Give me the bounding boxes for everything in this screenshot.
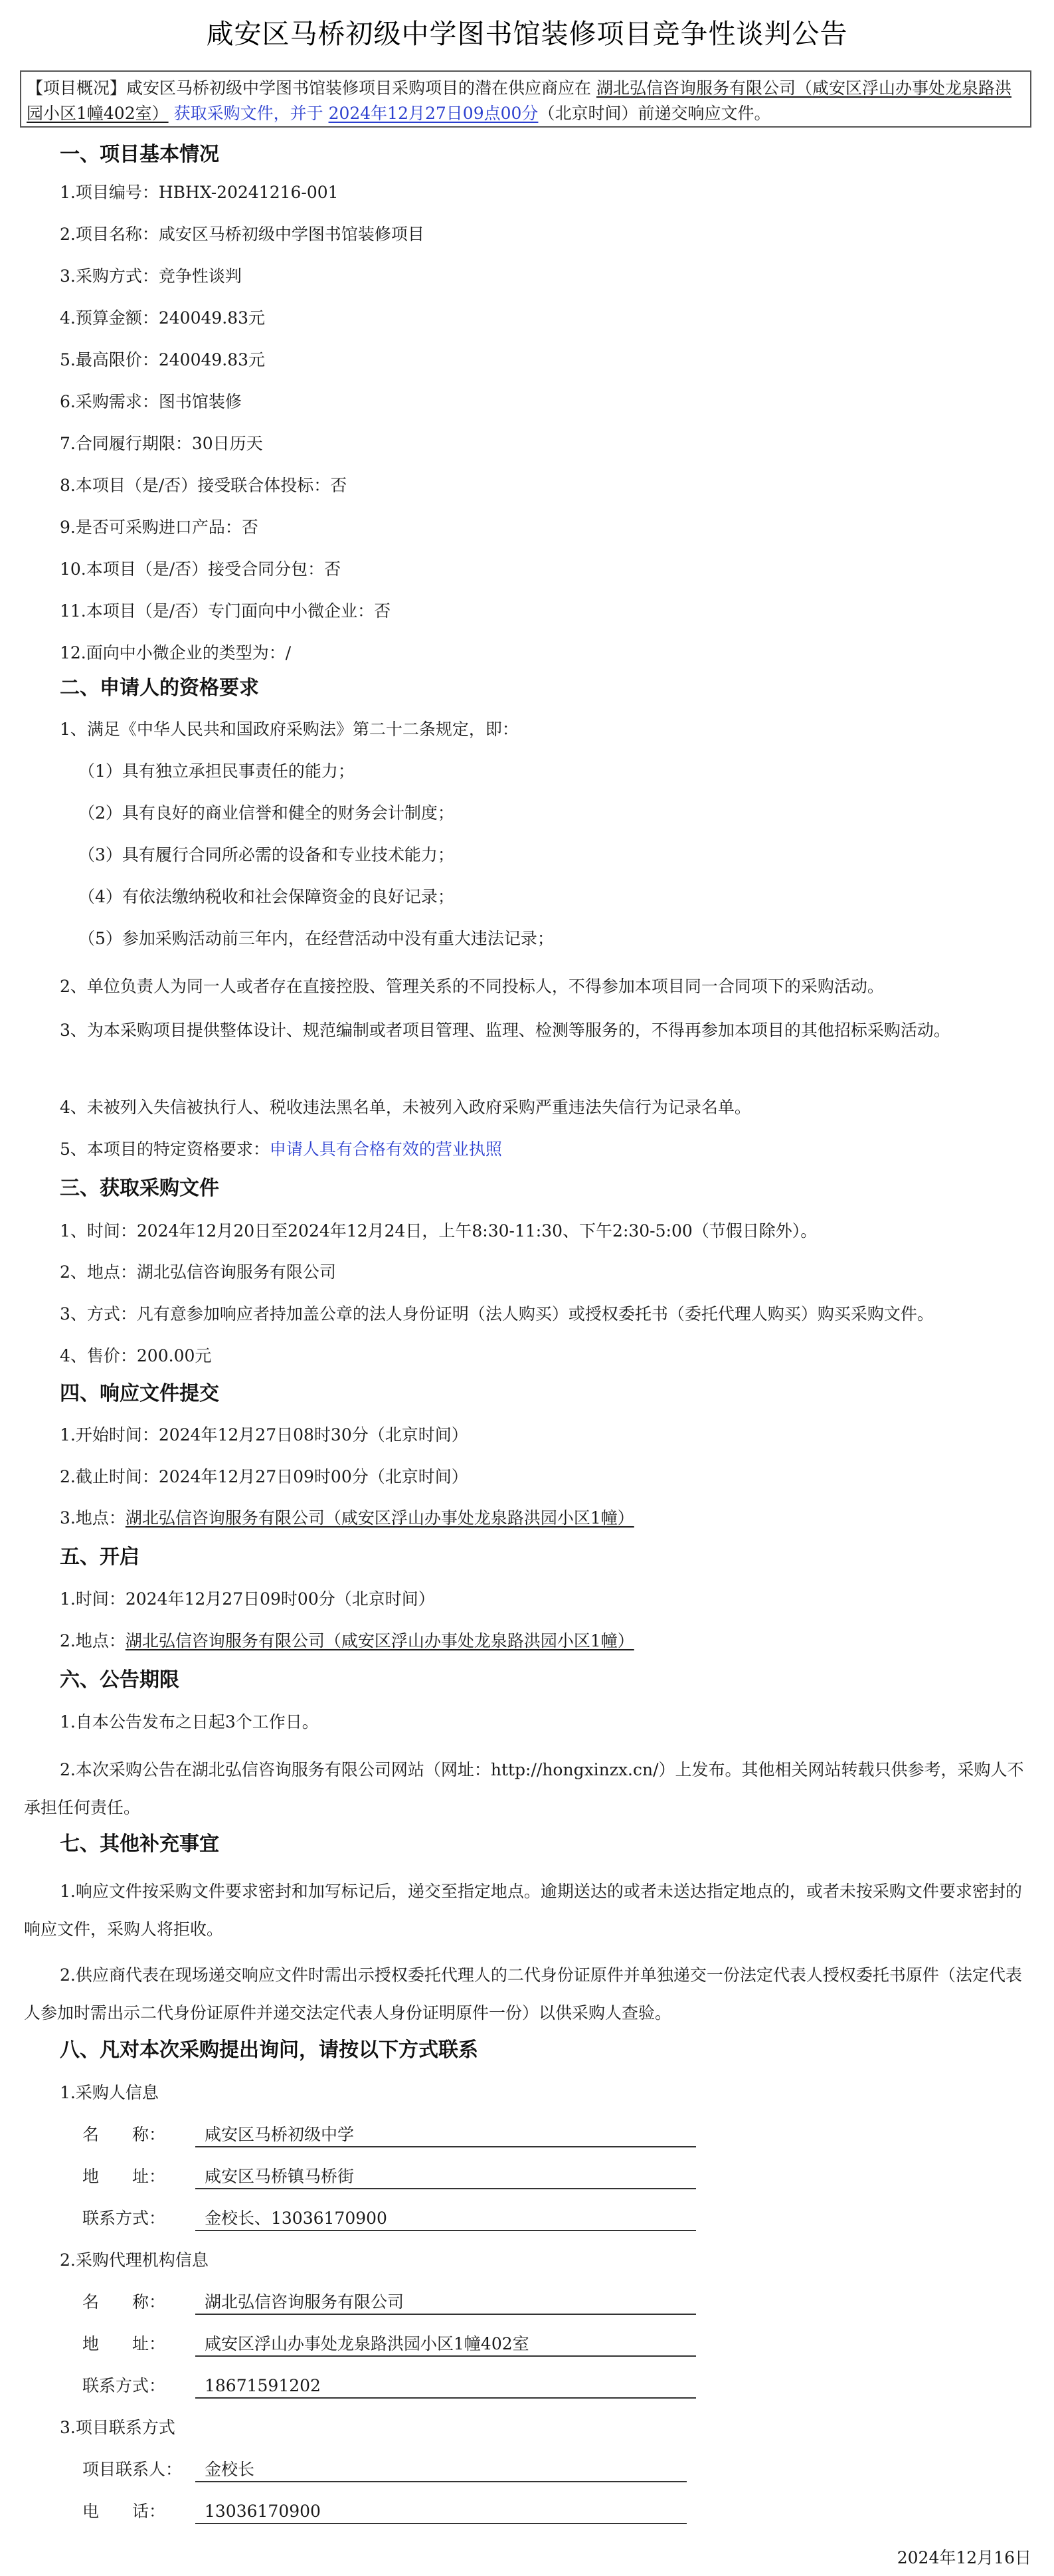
project-phone-value: 13036170900 (195, 2500, 687, 2524)
s2-item-2: 2、单位负责人为同一人或者存在直接控股、管理关系的不同投标人，不得参加本项目同一合同项下的采购活动。 (60, 977, 884, 996)
section-8-heading: 八、凡对本次采购提出询问，请按以下方式联系 (60, 2038, 478, 2062)
buyer-address-label: 地 址： (82, 2167, 166, 2186)
project-person-value: 金校长 (195, 2458, 687, 2482)
agency-info-title: 2.采购代理机构信息 (60, 2250, 209, 2270)
s5-time: 1.时间：2024年12月27日09时00分（北京时间） (60, 1589, 435, 1609)
agency-name-row (82, 2289, 696, 2316)
agency-name-value: 湖北弘信咨询服务有限公司 (195, 2291, 696, 2315)
s1-list-item: 2.项目名称：咸安区马桥初级中学图书馆装修项目 (60, 225, 424, 244)
s4-place-value: 湖北弘信咨询服务有限公司（咸安区浮山办事处龙泉路洪园小区1幢） (125, 1508, 634, 1528)
overview-box (20, 70, 1031, 128)
agency-address-value: 咸安区浮山办事处龙泉路洪园小区1幢402室 (195, 2333, 696, 2357)
agency-name-label: 名 称： (82, 2292, 166, 2312)
overview-text-1: 咸安区马桥初级中学图书馆装修项目采购项目的潜在供应商应在 (126, 78, 592, 98)
overview-deadline-link[interactable]: 2024年12月27日09点00分 (328, 104, 539, 123)
buyer-contact-row (82, 2205, 696, 2232)
agency-contact-label: 联系方式： (82, 2376, 166, 2395)
s1-list-item: 11.本项目（是/否）专门面向中小微企业：否 (60, 601, 391, 621)
s2-item-5 (60, 1136, 502, 1163)
s5-place-value: 湖北弘信咨询服务有限公司（咸安区浮山办事处龙泉路洪园小区1幢） (125, 1631, 634, 1650)
project-phone-row (82, 2498, 687, 2525)
s2-sub-item: （4）有依法缴纳税收和社会保障资金的良好记录； (78, 887, 454, 906)
s3-price: 4、售价：200.00元 (60, 1346, 212, 1365)
s2-sub-item: （1）具有独立承担民事责任的能力； (78, 761, 355, 781)
s1-list-item: 7.合同履行期限：30日历天 (60, 434, 263, 453)
buyer-contact-label: 联系方式： (82, 2209, 166, 2228)
s2-sub-item: （2）具有良好的商业信誉和健全的财务会计制度； (78, 803, 454, 823)
buyer-name-row (82, 2122, 696, 2148)
s2-item-4: 4、未被列入失信被执行人、税收违法黑名单，未被列入政府采购严重违法失信行为记录名单。 (60, 1098, 751, 1117)
s5-place (60, 1628, 634, 1654)
page-title: 咸安区马桥初级中学图书馆装修项目竞争性谈判公告 (206, 18, 848, 50)
s5-place-label: 2.地点： (60, 1631, 126, 1650)
s3-place: 2、地点：湖北弘信咨询服务有限公司 (60, 1262, 336, 1282)
s1-list-item: 5.最高限价：240049.83元 (60, 350, 266, 369)
section-1-heading: 一、项目基本情况 (60, 143, 219, 166)
section-3-heading: 三、获取采购文件 (60, 1177, 219, 1200)
s1-list-item: 3.采购方式：竞争性谈判 (60, 266, 242, 286)
s1-list-item: 12.面向中小微企业的类型为：/ (60, 643, 292, 662)
s2-item-5-label: 5、本项目的特定资格要求： (60, 1139, 270, 1159)
s1-list-item: 9.是否可采购进口产品：否 (60, 518, 258, 537)
s2-intro: 1、满足《中华人民共和国政府采购法》第二十二条规定，即： (60, 720, 519, 739)
overview-get-docs: 获取采购文件 (173, 104, 274, 123)
s2-item-5-value: 申请人具有合格有效的营业执照 (269, 1139, 502, 1159)
buyer-name-label: 名 称： (82, 2125, 166, 2144)
s2-sub-item: （3）具有履行合同所必需的设备和专业技术能力； (78, 845, 454, 864)
s4-end: 2.截止时间：2024年12月27日09时00分（北京时间） (60, 1467, 468, 1486)
s3-time: 1、时间：2024年12月20日至2024年12月24日，上午8:30-11:30、下午2:30-5:00（节假日除外）。 (60, 1221, 818, 1240)
project-contact-title: 3.项目联系方式 (60, 2418, 175, 2437)
agency-address-row (82, 2331, 696, 2357)
section-5-heading: 五、开启 (60, 1545, 139, 1569)
s1-list-item: 6.采购需求：图书馆装修 (60, 392, 242, 411)
agency-contact-value: 18671591202 (195, 2375, 696, 2399)
s2-item-3: 3、为本采购项目提供整体设计、规范编制或者项目管理、监理、检测等服务的，不得再参加本项目的其他招标采购活动。 (60, 1021, 950, 1040)
s1-list-item: 1.项目编号：HBHX-20241216-001 (60, 183, 339, 202)
s6-item-2: 2.本次采购公告在湖北弘信咨询服务有限公司网站（网址：http://hongxinzx.cn/）上发布。其他相关网站转载只供参考，采购人不承担任何责任。 (24, 1760, 1024, 1817)
overview-tag: 【项目概况】 (27, 78, 127, 98)
buyer-contact-value: 金校长、13036170900 (195, 2207, 696, 2231)
s1-list-item: 4.预算金额：240049.83元 (60, 308, 266, 328)
s1-list-item: 8.本项目（是/否）接受联合体投标：否 (60, 476, 347, 495)
agency-contact-row (82, 2373, 696, 2399)
buyer-address-value: 咸安区马桥镇马桥街 (195, 2165, 696, 2189)
section-7-heading: 七、其他补充事宜 (60, 1833, 219, 1856)
s2-sub-item: （5）参加采购活动前三年内，在经营活动中没有重大违法记录； (78, 929, 554, 948)
s4-place (60, 1505, 634, 1532)
section-2-heading: 二、申请人的资格要求 (60, 676, 259, 700)
buyer-info-title: 1.采购人信息 (60, 2083, 159, 2102)
project-person-row (82, 2456, 687, 2483)
s3-method: 3、方式：凡有意参加响应者持加盖公章的法人身份证明（法人购买）或授权委托书（委托代理人购买）购买采购文件。 (60, 1304, 934, 1324)
section-4-heading: 四、响应文件提交 (60, 1382, 219, 1405)
s4-place-label: 3.地点： (60, 1508, 126, 1528)
project-phone-label: 电 话： (82, 2502, 166, 2521)
s1-list-item: 10.本项目（是/否）接受合同分包：否 (60, 559, 341, 579)
s6-item-1: 1.自本公告发布之日起3个工作日。 (60, 1712, 319, 1732)
overview-text-2: ，并于 (273, 104, 323, 123)
section-6-heading: 六、公告期限 (60, 1668, 179, 1692)
overview-text-3: （北京时间）前递交响应文件。 (538, 104, 771, 123)
s7-item-1: 1.响应文件按采购文件要求密封和加写标记后，递交至指定地点。逾期送达的或者未送达指定地点的，或者未按采购文件要求密封的响应文件，采购人将拒收。 (24, 1882, 1022, 1939)
announcement-date: 2024年12月16日 (897, 2548, 1031, 2567)
buyer-name-value: 咸安区马桥初级中学 (195, 2124, 696, 2147)
s7-item-2: 2.供应商代表在现场递交响应文件时需出示授权委托代理人的二代身份证原件并单独递交一份法定代表人授权委托书原件（法定代表人参加时需出示二代身份证原件并递交法定代表人身份证明原件一份）以供采购人查验。 (24, 1965, 1022, 2023)
agency-address-label: 地 址： (82, 2334, 166, 2353)
project-person-label: 项目联系人： (82, 2460, 183, 2479)
overview-address-link[interactable]: 湖北弘信咨询服务有限公司（咸安区浮山办事处龙泉路洪园小区1幢402室） (27, 78, 1011, 123)
buyer-address-row (82, 2163, 696, 2190)
s4-start: 1.开始时间：2024年12月27日08时30分（北京时间） (60, 1425, 468, 1444)
